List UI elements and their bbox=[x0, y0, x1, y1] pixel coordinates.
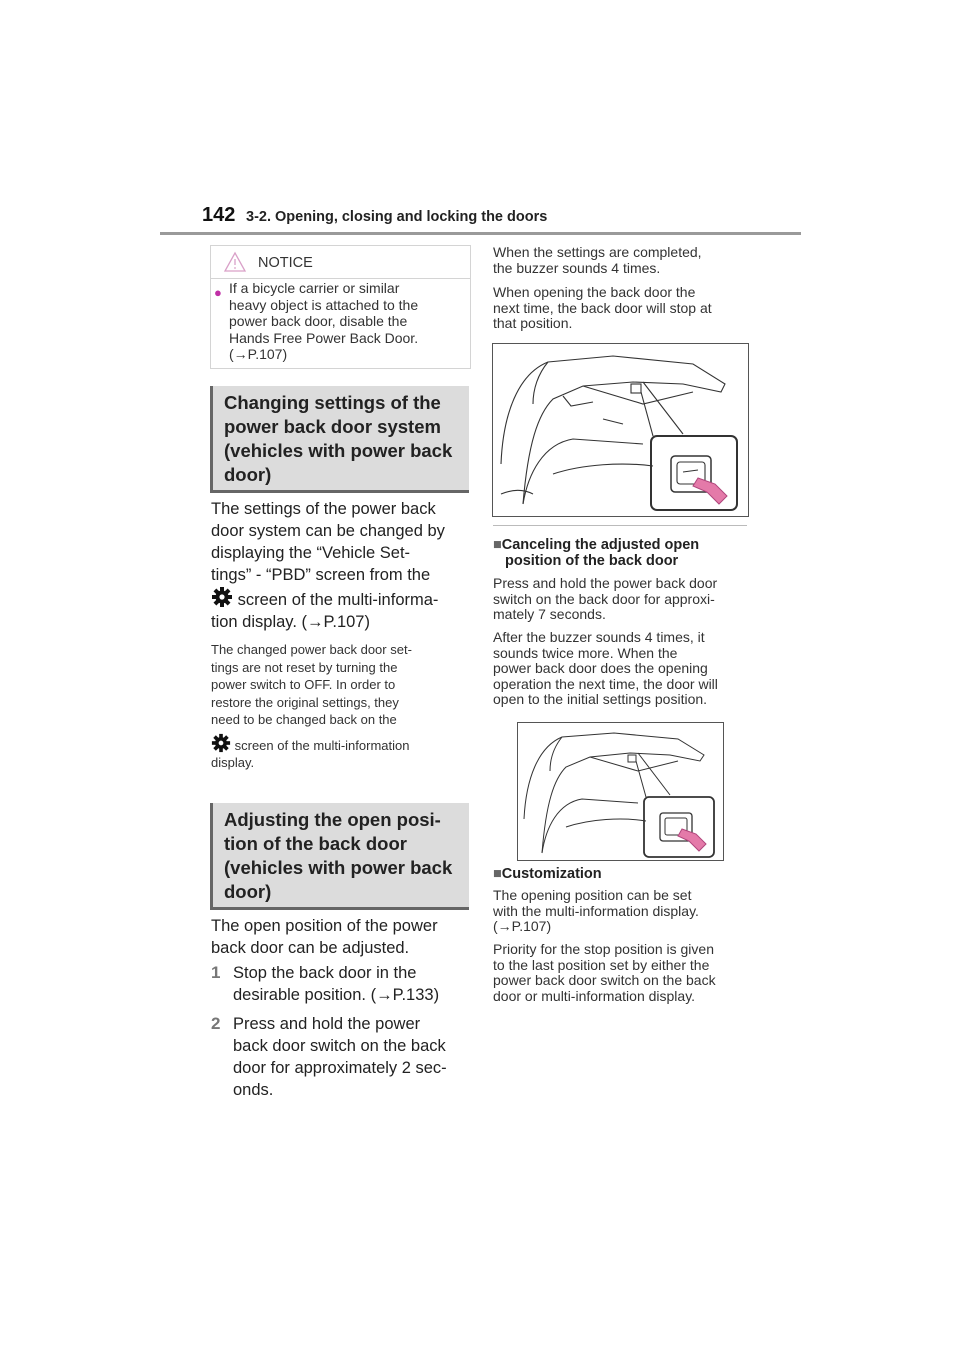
body-line: The open position of the power bbox=[211, 917, 438, 935]
para-line: After the buzzer sounds 4 times, it bbox=[493, 629, 705, 645]
section-title: 3-2. Opening, closing and locking the doors bbox=[246, 209, 548, 225]
section-heading-line: door) bbox=[224, 881, 272, 902]
para-line: with the multi-information display. bbox=[493, 902, 699, 919]
body-line: screen of the multi-informa- bbox=[233, 591, 439, 609]
section1-body bbox=[211, 498, 471, 633]
section-heading-changing-settings bbox=[210, 386, 469, 493]
heading-line: Canceling the adjusted open bbox=[501, 537, 700, 553]
section2-intro bbox=[211, 915, 471, 959]
section-heading-line: Changing settings of the bbox=[224, 392, 441, 413]
notice-line: (→P.107) bbox=[229, 346, 288, 362]
notice-bullet: ● bbox=[214, 285, 222, 300]
para-line: the buzzer sounds 4 times. bbox=[493, 259, 661, 276]
step-line: Press and hold the power bbox=[233, 1015, 421, 1033]
para-line: mately 7 seconds. bbox=[493, 606, 606, 622]
body-line: back door can be adjusted. bbox=[211, 939, 410, 957]
heading-marker: ■ bbox=[493, 866, 502, 882]
body-line: tings” - “PBD” screen from the bbox=[211, 566, 431, 584]
step-line: back door switch on the back bbox=[233, 1037, 446, 1055]
section-heading-line: tion of the back door bbox=[224, 833, 407, 854]
header-rule bbox=[160, 232, 801, 235]
note-line-with-icon bbox=[211, 733, 471, 755]
divider bbox=[493, 525, 747, 526]
note-line: tings are not reset by turning the bbox=[211, 659, 398, 675]
notice-box bbox=[210, 245, 471, 369]
step-number: 2 bbox=[211, 1014, 221, 1033]
note-line: screen of the multi-information bbox=[231, 737, 410, 753]
section-heading-line: Adjusting the open posi- bbox=[224, 809, 441, 830]
notice-line: heavy object is attached to the bbox=[229, 296, 419, 313]
heading-line: position of the back door bbox=[505, 553, 679, 569]
canceling-para-1 bbox=[493, 576, 763, 623]
para-line: The opening position can be set bbox=[493, 887, 692, 903]
canceling-heading bbox=[493, 537, 763, 569]
para-line: power back door does the opening bbox=[493, 660, 708, 676]
step-line: door for approximately 2 sec- bbox=[233, 1059, 447, 1077]
notice-title: NOTICE bbox=[258, 255, 313, 271]
notice-line: If a bicycle carrier or similar bbox=[229, 280, 400, 296]
section-heading-line: door) bbox=[224, 464, 272, 485]
section1-note bbox=[211, 641, 471, 772]
section-heading-line: power back door system bbox=[224, 416, 441, 437]
step-number: 1 bbox=[211, 963, 221, 982]
para-line: power back door switch on the back bbox=[493, 972, 716, 988]
para-line: next time, the back door will stop at bbox=[493, 299, 712, 316]
step-line: desirable position. (→P.133) bbox=[233, 986, 440, 1004]
para-line: door or multi-information display. bbox=[493, 987, 696, 1004]
body-line-with-icon bbox=[211, 586, 471, 611]
notice-header bbox=[211, 246, 470, 279]
right-para-1 bbox=[493, 245, 763, 276]
back-door-switch-figure-2 bbox=[517, 722, 724, 861]
notice-line: Hands Free Power Back Door. bbox=[229, 329, 419, 346]
heading-line: Customization bbox=[501, 866, 602, 882]
para-line: open to the initial settings position. bbox=[493, 691, 708, 707]
canceling-para-2 bbox=[493, 630, 763, 708]
section-heading-line: (vehicles with power back bbox=[224, 857, 453, 878]
note-line: The changed power back door set- bbox=[211, 642, 412, 657]
note-line: power switch to OFF. In order to bbox=[211, 677, 396, 692]
para-line: When the settings are completed, bbox=[493, 244, 702, 260]
back-door-illustration bbox=[493, 344, 748, 516]
notice-text bbox=[229, 280, 465, 363]
gear-icon bbox=[211, 586, 233, 608]
note-line: display. bbox=[211, 755, 255, 770]
para-line: operation the next time, the door will bbox=[493, 675, 718, 692]
page-number: 142 bbox=[202, 204, 236, 226]
para-line: that position. bbox=[493, 315, 573, 331]
section-heading-line: (vehicles with power back bbox=[224, 440, 453, 461]
customization-heading bbox=[493, 866, 763, 882]
para-line: When opening the back door the bbox=[493, 284, 696, 300]
step-line: Stop the back door in the bbox=[233, 964, 417, 982]
heading-marker: ■ bbox=[493, 537, 502, 553]
section-heading-adjusting-open-position bbox=[210, 803, 469, 910]
back-door-illustration bbox=[518, 723, 723, 860]
right-para-2 bbox=[493, 285, 763, 332]
customization-para-1 bbox=[493, 888, 763, 935]
body-line: displaying the “Vehicle Set- bbox=[211, 544, 411, 562]
body-line: door system can be changed by bbox=[211, 522, 445, 540]
warning-icon bbox=[223, 251, 247, 273]
para-line: sounds twice more. When the bbox=[493, 644, 678, 661]
note-line: restore the original settings, they bbox=[211, 694, 399, 710]
body-line: The settings of the power back bbox=[211, 500, 436, 518]
customization-para-2 bbox=[493, 942, 763, 1004]
para-line: Priority for the stop position is given bbox=[493, 941, 714, 957]
para-line: (→P.107) bbox=[493, 918, 552, 934]
step-1 bbox=[211, 962, 471, 1006]
note-line: need to be changed back on the bbox=[211, 712, 397, 727]
para-line: Press and hold the power back door bbox=[493, 575, 718, 591]
step-2 bbox=[211, 1013, 471, 1101]
body-line: tion display. (→P.107) bbox=[211, 613, 370, 631]
back-door-switch-figure-1 bbox=[492, 343, 749, 517]
step-line: onds. bbox=[233, 1081, 274, 1099]
para-line: switch on the back door for approxi- bbox=[493, 590, 715, 607]
para-line: to the last position set by either the bbox=[493, 956, 710, 973]
gear-icon bbox=[211, 733, 231, 753]
notice-line: power back door, disable the bbox=[229, 313, 408, 329]
